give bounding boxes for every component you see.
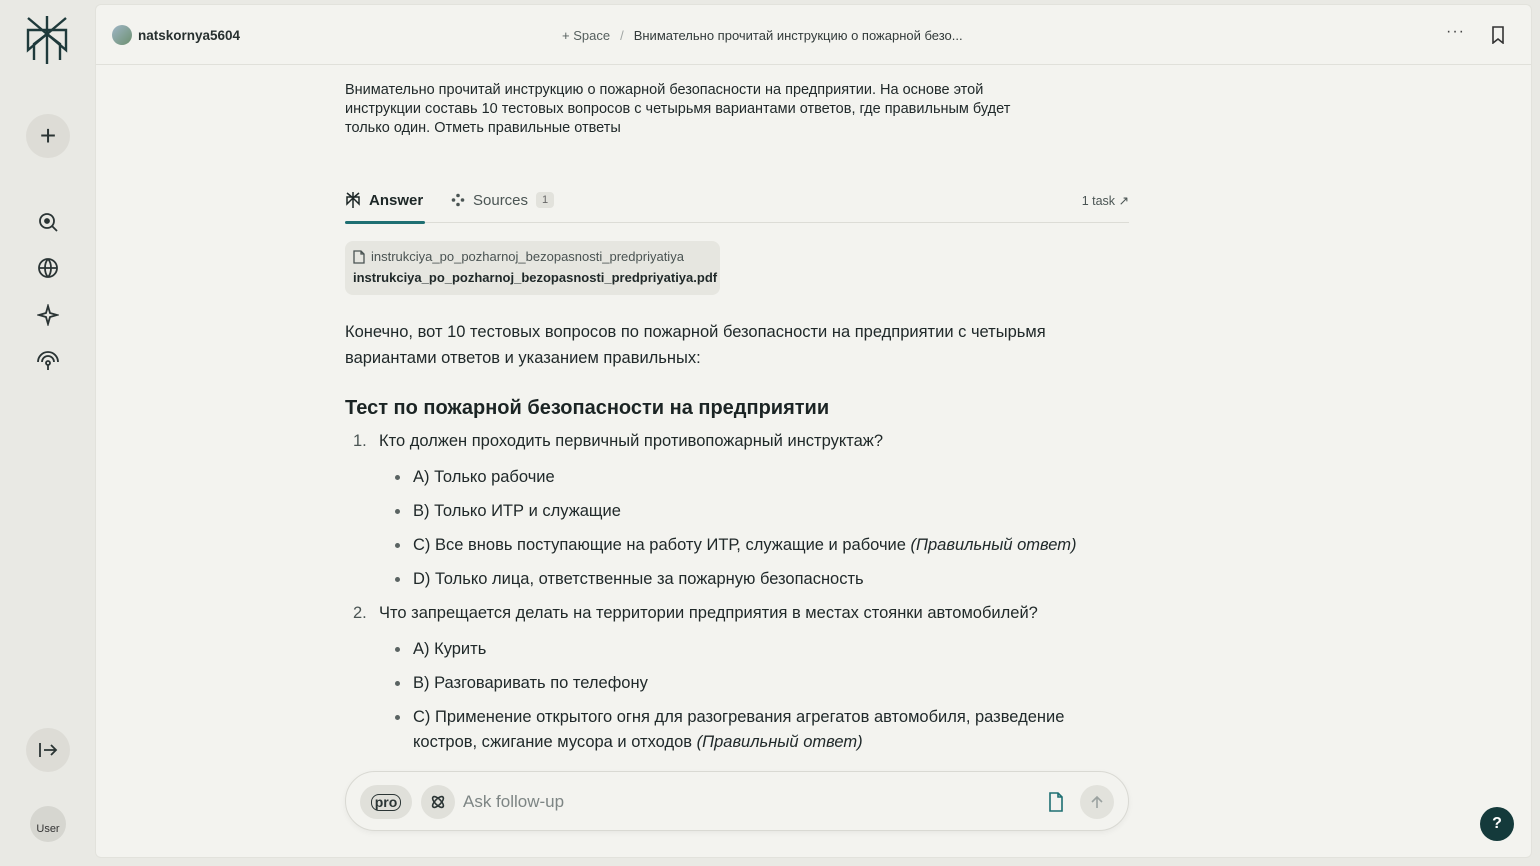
expand-sidebar-button[interactable] [26,728,70,772]
breadcrumb-separator: / [620,28,624,43]
option-item: D) Только лица, ответственные за пожарную безопасность [379,567,1129,592]
arrow-up-icon [1091,795,1103,809]
file-filename: instrukciya_po_pozharnoj_bezopasnosti_predpriyatiya.pdf [353,270,718,285]
tab-sources-label: Sources [473,191,529,209]
left-rail [0,0,95,866]
question-text: Что запрещается делать на территории предприятия в местах стоянки автомобилей? [379,604,1038,622]
username: natskornya5604 [138,27,241,43]
option-item: B) Разговаривать по телефону [379,671,1129,696]
submit-button[interactable] [1080,785,1114,819]
thread-content [345,81,1135,751]
sources-icon [451,193,465,207]
user-avatar[interactable]: User [30,806,66,842]
top-bar [96,5,1531,65]
question-text: Кто должен проходить первичный противопожарный инструктаж? [379,432,884,450]
answer-intro: Конечно, вот 10 тестовых вопросов по пожарной безопасности на предприятии с четырьмя вариантами ответов и указанием правильных: [345,323,1046,367]
tab-sources[interactable] [451,185,554,215]
active-tab-indicator [345,221,425,224]
pro-label: pro [371,794,402,811]
user-query: Внимательно прочитай инструкцию о пожарной безопасности на предприятии. На основе этой инструкции составь 10 тестовых вопросов с четырьмя вариантами ответов, где правильным будет только один. Отметь правильные ответы [345,82,1011,136]
bookmark-icon[interactable] [1491,26,1505,44]
pro-toggle-button[interactable] [360,785,412,819]
option-item: A) Курить [379,637,1129,662]
avatar [112,25,132,45]
thread-title[interactable]: Внимательно прочитай инструкцию о пожарной безо... [633,28,963,43]
option-item: B) Только ИТР и служащие [379,499,1129,524]
list-item [345,432,1129,592]
globe-icon[interactable] [34,254,62,282]
perplexity-small-icon [345,191,361,209]
focus-button[interactable] [421,785,455,819]
broadcast-icon[interactable] [34,347,62,375]
user-chip[interactable] [112,25,240,45]
follow-up-bar [345,771,1129,831]
option-item: C) Применение открытого огня для разогревания агрегатов автомобиля, разведение костров, сжигание мусора и отходов (Правильный ответ) [379,705,1129,755]
answer-tabs [345,185,1129,223]
perplexity-logo-icon[interactable] [24,14,70,66]
attach-file-icon[interactable] [1048,792,1064,812]
atom-icon [430,794,446,810]
file-icon [353,250,365,264]
question-number: 1. [353,432,367,450]
add-space-link[interactable]: + Space [562,28,611,43]
plus-icon: + [39,120,57,151]
new-thread-button[interactable] [26,114,70,158]
file-name: instrukciya_po_pozharnoj_bezopasnosti_predpriyatiya [371,249,684,264]
arrow-right-bar-icon [37,740,59,760]
help-button[interactable]: ? [1480,807,1514,841]
option-item: A) Только рабочие [379,465,1129,490]
attached-file-card[interactable] [345,241,720,295]
more-options-button[interactable]: ··· [1446,23,1465,40]
question-number: 2. [353,604,367,622]
breadcrumb [562,28,963,43]
tab-answer-label: Answer [369,191,424,209]
answer-body [345,319,1129,767]
option-item: C) Все вновь поступающие на работу ИТР, служащие и рабочие (Правильный ответ) [379,533,1129,558]
follow-up-input[interactable] [463,786,1023,818]
task-link[interactable]: 1 task ↗ [1081,194,1129,208]
list-item [345,604,1129,755]
correct-mark: (Правильный ответ) [910,536,1077,554]
tab-answer[interactable] [345,185,423,215]
correct-mark: (Правильный ответ) [696,733,863,751]
question-list [345,432,1129,755]
sources-count-badge: 1 [536,192,554,208]
sparkle-icon[interactable] [34,301,62,329]
main-panel [95,4,1532,858]
answer-heading: Тест по пожарной безопасности на предприятии [345,397,830,419]
search-icon[interactable] [34,208,62,236]
